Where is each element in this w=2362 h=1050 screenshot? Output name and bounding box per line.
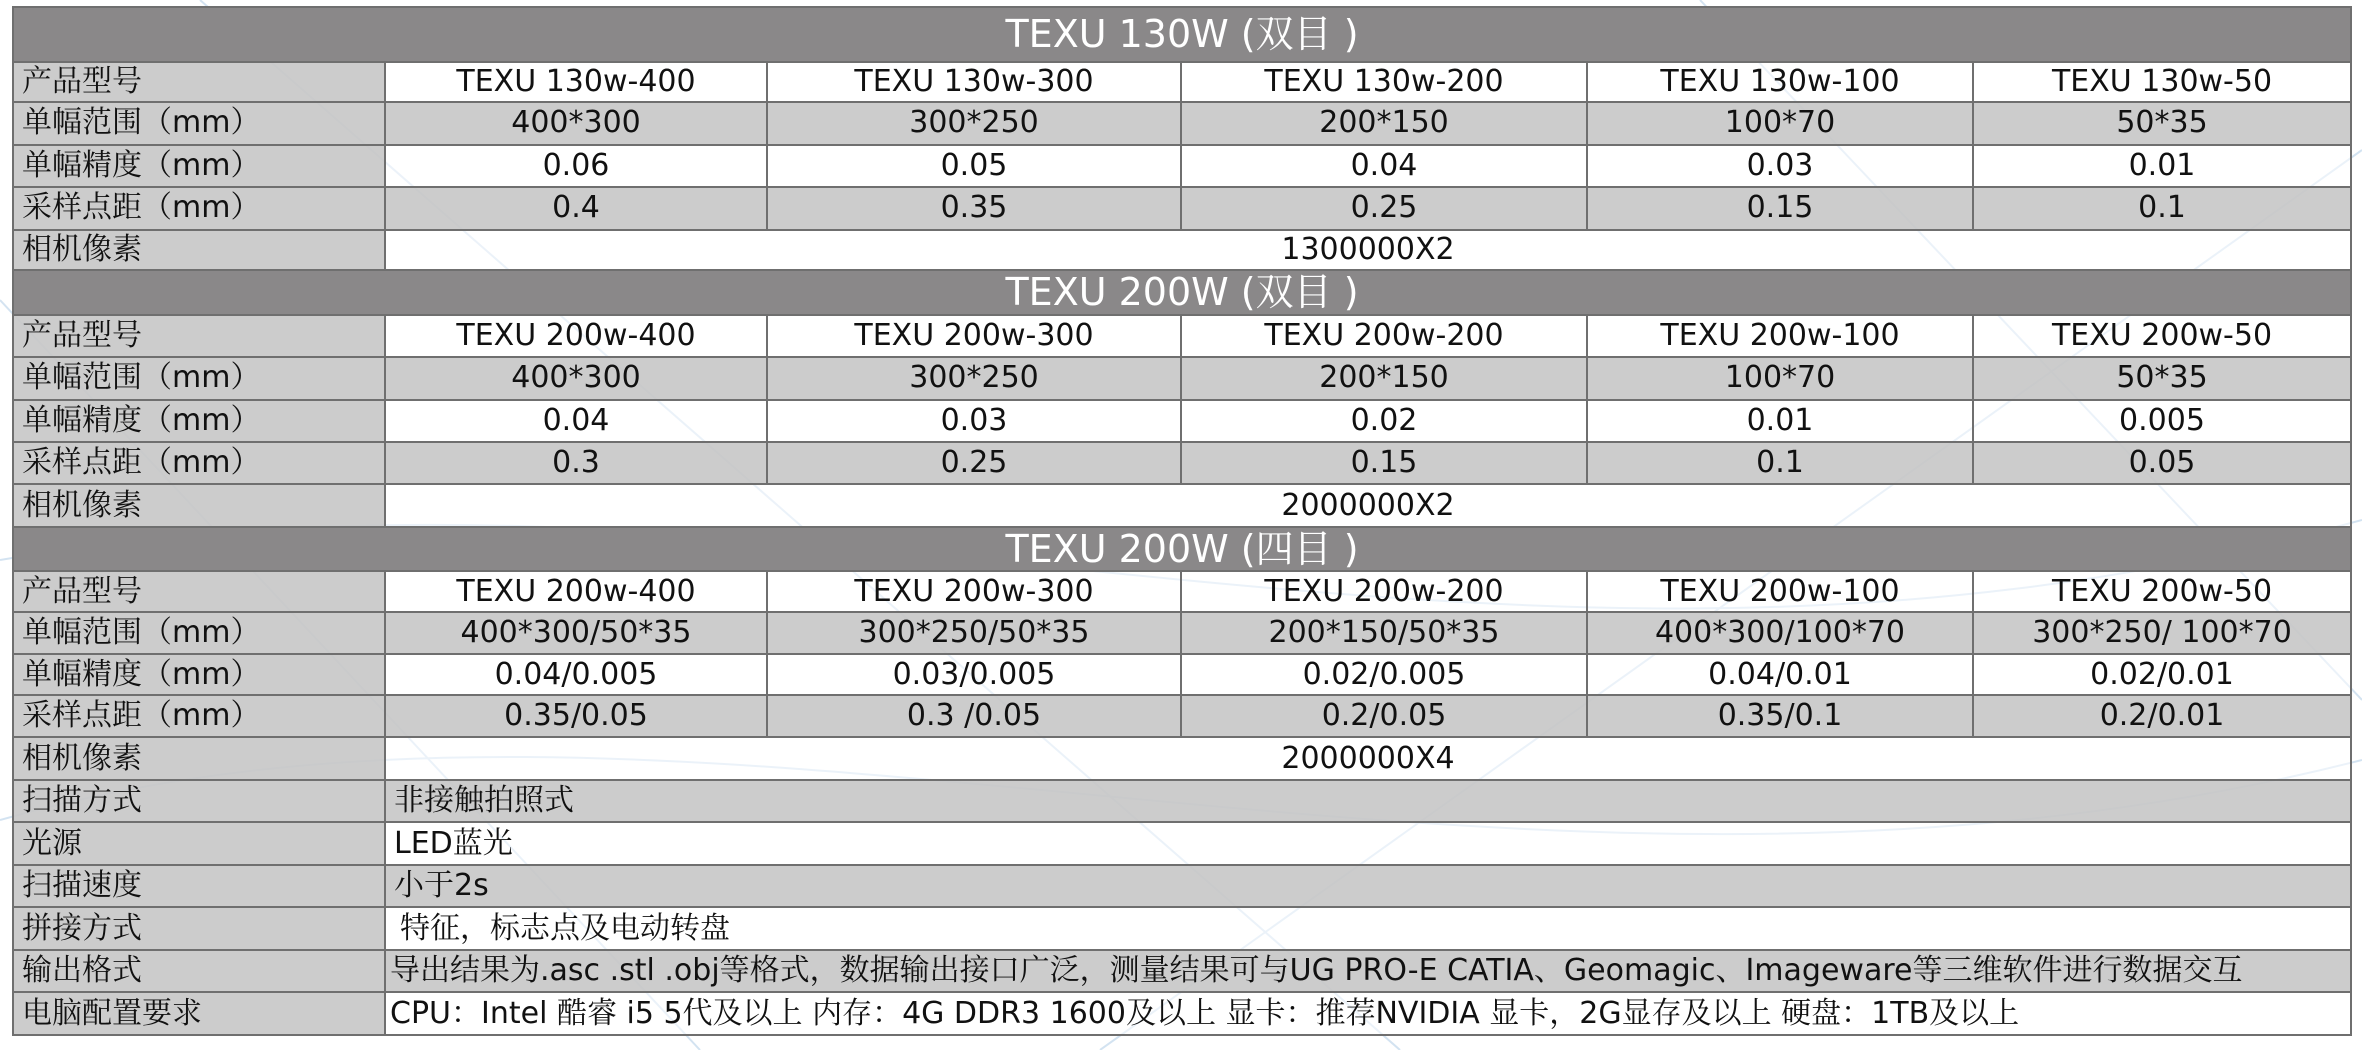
cell: 0.01 [1973,145,2351,187]
section-title: TEXU 200W (四目 ) [13,527,2351,572]
cell: TEXU 200w-50 [1973,315,2351,357]
cell: 0.01 [1587,400,1973,442]
range-row [13,357,2351,399]
cell: 0.04 [385,400,767,442]
section-title: TEXU 130W (双目 ) [13,7,2351,62]
camera-row [13,484,2351,526]
row-label: 采样点距（mm） [13,695,385,737]
cell: 0.4 [385,187,767,229]
row-label: 相机像素 [13,484,385,526]
row-label: 单幅精度（mm） [13,654,385,694]
row-label: 扫描方式 [13,780,385,822]
cell: 0.15 [1587,187,1973,229]
accuracy-row [13,654,2351,694]
cell: 400*300/100*70 [1587,612,1973,654]
cell: 0.15 [1181,442,1587,484]
accuracy-row [13,400,2351,442]
cell: 0.05 [1973,442,2351,484]
cell: 300*250 [767,102,1181,144]
cell: TEXU 130w-100 [1587,62,1973,102]
cell: TEXU 200w-400 [385,315,767,357]
scan-speed-row [13,865,2351,907]
section-header-row [13,270,2351,315]
cell: 100*70 [1587,357,1973,399]
cell: 300*250 [767,357,1181,399]
spacing-row [13,695,2351,737]
spacing-row [13,442,2351,484]
row-label: 相机像素 [13,737,385,779]
row-label: 扫描速度 [13,865,385,907]
section-header-row [13,527,2351,572]
row-label: 采样点距（mm） [13,442,385,484]
cell: TEXU 200w-200 [1181,571,1587,611]
camera-value: 2000000X4 [385,737,2351,779]
cell: TEXU 200w-100 [1587,571,1973,611]
cell: TEXU 200w-50 [1973,571,2351,611]
cell: TEXU 130w-300 [767,62,1181,102]
cell: 0.2/0.01 [1973,695,2351,737]
cell: 0.02 [1181,400,1587,442]
stitching-row [13,907,2351,949]
row-label: 相机像素 [13,230,385,270]
cell: 0.35/0.05 [385,695,767,737]
cell: 0.35 [767,187,1181,229]
cell: 0.04/0.005 [385,654,767,694]
row-label: 单幅精度（mm） [13,400,385,442]
scan-method-value: 非接触拍照式 [385,780,2351,822]
cell: 0.25 [767,442,1181,484]
camera-row [13,737,2351,779]
scan-speed-value: 小于2s [385,865,2351,907]
cell: TEXU 130w-400 [385,62,767,102]
row-label: 产品型号 [13,571,385,611]
cell: 100*70 [1587,102,1973,144]
cell: TEXU 200w-400 [385,571,767,611]
cell: 50*35 [1973,102,2351,144]
cell: 0.05 [767,145,1181,187]
cell: 400*300/50*35 [385,612,767,654]
cell: 0.03/0.005 [767,654,1181,694]
range-row [13,612,2351,654]
cell: 0.02/0.01 [1973,654,2351,694]
cell: 0.04 [1181,145,1587,187]
cell: 0.1 [1973,187,2351,229]
range-row [13,102,2351,144]
row-label: 单幅精度（mm） [13,145,385,187]
cell: 200*150/50*35 [1181,612,1587,654]
cell: 0.03 [1587,145,1973,187]
cell: TEXU 200w-200 [1181,315,1587,357]
section-header-row [13,7,2351,62]
model-row [13,315,2351,357]
output-format-row [13,950,2351,992]
cell: 0.1 [1587,442,1973,484]
spacing-row [13,187,2351,229]
cell: TEXU 130w-200 [1181,62,1587,102]
row-label: 单幅范围（mm） [13,612,385,654]
cell: 0.02/0.005 [1181,654,1587,694]
camera-row [13,230,2351,270]
output-format-value: 导出结果为.asc .stl .obj等格式，数据输出接口广泛，测量结果可与UG PRO-E CATIA、Geomagic、Imageware等三维软件进行数据交互 [385,950,2351,992]
cell: 0.06 [385,145,767,187]
row-label: 输出格式 [13,950,385,992]
row-label: 单幅范围（mm） [13,102,385,144]
cell: 0.25 [1181,187,1587,229]
section-title: TEXU 200W (双目 ) [13,270,2351,315]
light-source-value: LED蓝光 [385,822,2351,864]
cell: 0.005 [1973,400,2351,442]
cell: 200*150 [1181,357,1587,399]
pc-requirements-row [13,992,2351,1035]
cell: 0.04/0.01 [1587,654,1973,694]
cell: 400*300 [385,357,767,399]
light-source-row [13,822,2351,864]
cell: 0.35/0.1 [1587,695,1973,737]
model-row [13,571,2351,611]
cell: 0.3 [385,442,767,484]
row-label: 产品型号 [13,62,385,102]
spec-table [12,6,2352,1036]
cell: TEXU 200w-300 [767,315,1181,357]
row-label: 产品型号 [13,315,385,357]
cell: TEXU 130w-50 [1973,62,2351,102]
row-label: 采样点距（mm） [13,187,385,229]
cell: TEXU 200w-100 [1587,315,1973,357]
camera-value: 1300000X2 [385,230,2351,270]
cell: 50*35 [1973,357,2351,399]
stitching-value: 特征，标志点及电动转盘 [385,907,2351,949]
cell: 300*250/50*35 [767,612,1181,654]
pc-requirements-value: CPU：Intel 酷睿 i5 5代及以上 内存：4G DDR3 1600及以上 显卡：推荐NVIDIA 显卡，2G显存及以上 硬盘：1TB及以上 [385,992,2351,1035]
cell: 200*150 [1181,102,1587,144]
row-label: 电脑配置要求 [13,992,385,1035]
cell: TEXU 200w-300 [767,571,1181,611]
scan-method-row [13,780,2351,822]
cell: 0.03 [767,400,1181,442]
cell: 0.3 /0.05 [767,695,1181,737]
accuracy-row [13,145,2351,187]
row-label: 单幅范围（mm） [13,357,385,399]
model-row [13,62,2351,102]
row-label: 光源 [13,822,385,864]
cell: 300*250/ 100*70 [1973,612,2351,654]
cell: 0.2/0.05 [1181,695,1587,737]
row-label: 拼接方式 [13,907,385,949]
camera-value: 2000000X2 [385,484,2351,526]
cell: 400*300 [385,102,767,144]
